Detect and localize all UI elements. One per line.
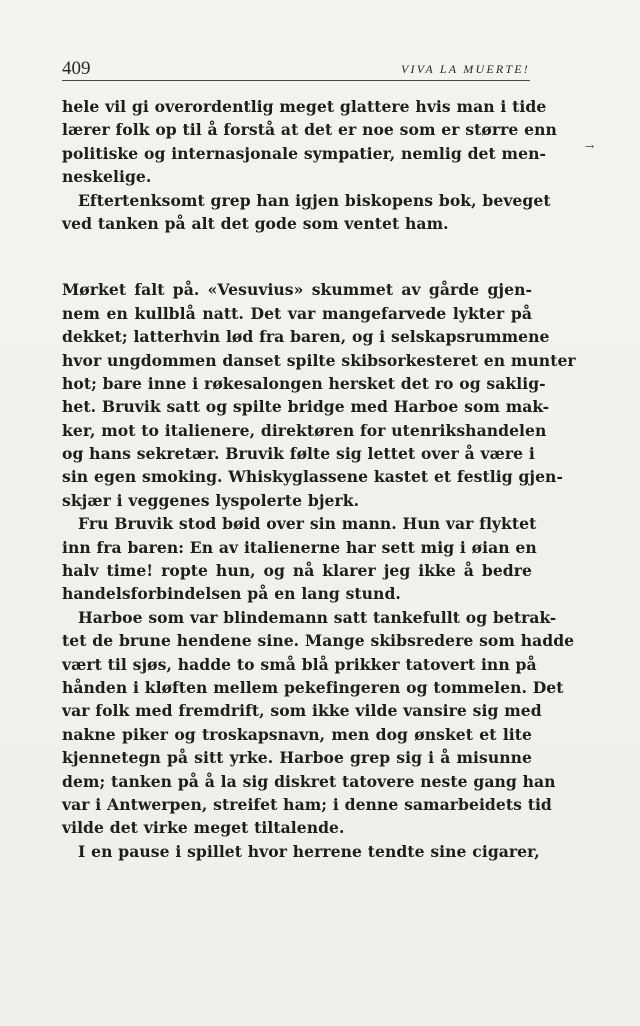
- text-line: hot; bare inne i røkesalongen hersket det ro og saklig-: [62, 373, 546, 393]
- page-header: [62, 54, 530, 81]
- text-line: Fru Bruvik stod bøid over sin mann. Hun var flyktet: [78, 514, 537, 534]
- section-1: [62, 95, 557, 235]
- text-line: var i Antwerpen, streifet ham; i denne samarbeidets tid: [62, 794, 552, 814]
- text-line: hånden i kløften mellem pekefingeren og tommelen. Det: [62, 677, 564, 697]
- text-line: Eftertenksomt grep han igjen biskopens bok, beveget: [78, 190, 551, 210]
- text-line: dekket; latterhvin lød fra baren, og i selskapsrummene: [62, 327, 550, 347]
- text-line: var folk med fremdrift, som ikke vilde vansire sig med: [62, 701, 542, 721]
- margin-mark: →: [585, 140, 595, 153]
- text-line: lærer folk op til å forstå at det er noe som er større enn: [62, 120, 557, 140]
- text-line: dem; tanken på å la sig diskret tatovere neste gang han: [62, 771, 556, 791]
- page-number: 409: [62, 58, 91, 79]
- text-line: vilde det virke meget tiltalende.: [62, 818, 345, 838]
- text-line: hvor ungdommen danset spilte skibsorkesteret en munter: [62, 350, 576, 370]
- section-break: [62, 235, 532, 278]
- text-line: tet de brune hendene sine. Mange skibsredere som hadde: [62, 631, 575, 651]
- text-line: inn fra baren: En av italienerne har sett mig i øian en: [62, 537, 537, 557]
- section-2: [62, 278, 576, 863]
- text-line: kjennetegn på sitt yrke. Harboe grep sig i å misunne: [62, 748, 532, 768]
- body-text: [62, 95, 576, 863]
- running-head: VIVA LA MUERTE!: [401, 62, 530, 76]
- text-line: handelsforbindelsen på en lang stund.: [62, 584, 401, 604]
- text-line: skjær i veggenes lyspolerte bjerk.: [62, 490, 360, 510]
- text-line: ved tanken på alt det gode som ventet ham.: [62, 213, 449, 233]
- text-line: neskelige.: [62, 167, 152, 187]
- text-line: het. Bruvik satt og spilte bridge med Harboe som mak-: [62, 397, 550, 417]
- text-line: Harboe som var blindemann satt tankefullt og betrak-: [78, 607, 557, 627]
- text-line: I en pause i spillet hvor herrene tendte sine cigarer,: [78, 841, 540, 861]
- text-line: vært til sjøs, hadde to små blå prikker tatovert inn på: [62, 654, 537, 674]
- text-line: hele vil gi overordentlig meget glattere hvis man i tide: [62, 97, 547, 116]
- text-line: ker, mot to italienere, direktøren for utenrikshandelen: [62, 420, 547, 440]
- text-line: sin egen smoking. Whiskyglassene kastet et festlig gjen-: [62, 467, 563, 487]
- text-line: halv time! ropte hun, og nå klarer jeg ikke å bedre: [62, 561, 532, 581]
- text-line: og hans sekretær. Bruvik følte sig lettet over å være i: [62, 444, 535, 464]
- text-line: Mørket falt på. «Vesuvius» skummet av gårde gjen-: [62, 280, 532, 300]
- text-line: nem en kullblå natt. Det var mangefarvede lykter på: [62, 303, 532, 323]
- text-line: nakne piker og troskapsnavn, men dog ønsket et lite: [62, 724, 532, 744]
- text-line: politiske og internasjonale sympatier, nemlig det men-: [62, 143, 546, 163]
